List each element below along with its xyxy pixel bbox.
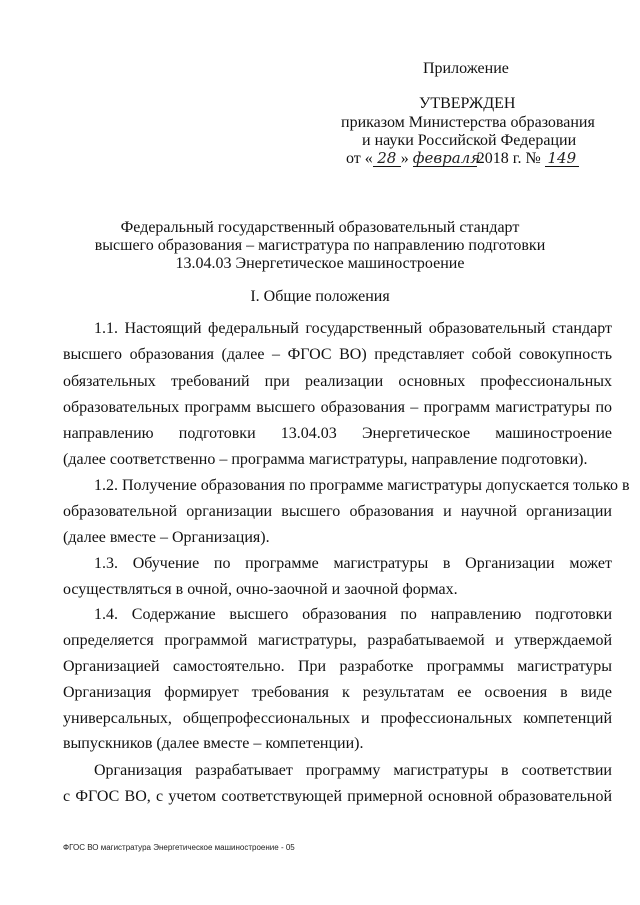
body-line: обязательных требований при реализации основных профессиональных [63,373,612,390]
body-line: (далее соответственно – программа магистратуры, направление подготовки). [63,451,588,468]
page-footer: ФГОС ВО магистратура Энергетическое машиностроение - 05 [63,843,295,852]
section-title: I. Общие положения [250,288,390,305]
body-line: образовательной организации высшего образования и научной организации [63,503,612,520]
body-line: осуществляться в очной, очно-заочной и заочной формах. [63,581,458,598]
appendix-label: Приложение [423,60,509,77]
body-line: 1.4. Содержание высшего образования по направлению подготовки [94,606,612,623]
order-line-2: и науки Российской Федерации [362,132,577,149]
doc-title-line-1: Федеральный государственный образовательный стандарт [120,219,520,236]
date-prefix: от « [346,150,373,167]
body-line: с ФГОС ВО, с учетом соответствующей примерной основной образовательной [63,788,612,805]
date-month: февраля [412,149,481,167]
body-line: Организация разрабатывает программу магистратуры в соответствии [94,762,612,779]
date-sep: » [400,150,409,167]
body-line: 1.3. Обучение по программе магистратуры в Организации может [94,555,612,572]
date-day: 28 [373,150,401,167]
doc-title-line-3: 13.04.03 Энергетическое машиностроение [175,255,465,272]
body-line: (далее вместе – Организация). [63,529,270,546]
body-line: выпускников (далее вместе – компетенции). [63,735,364,752]
approved-label: УТВЕРЖДЕН [419,95,516,112]
order-line-1: приказом Министерства образования [341,114,595,131]
body-line: образовательных программ высшего образования – программ магистратуры по [63,399,612,416]
body-line: 1.2. Получение образования по программе магистратуры допускается только в [94,477,630,494]
body-line: направлению подготовки 13.04.03 Энергетическое машиностроение [63,425,612,442]
body-line: универсальных, общепрофессиональных и профессиональных компетенций [63,710,612,727]
body-line: Организация формирует требования к результатам ее освоения в виде [63,684,612,701]
date-year: 2018 г. № [476,150,541,167]
doc-title-line-2: высшего образования – магистратура по направлению подготовки [94,237,546,254]
body-line: определяется программой магистратуры, разрабатываемой и утверждаемой [63,632,612,649]
body-line: Организацией самостоятельно. При разработке программы магистратуры [63,658,612,675]
order-date-line [346,150,579,168]
body-line: 1.1. Настоящий федеральный государственный образовательный стандарт [94,320,612,337]
body-line: высшего образования (далее – ФГОС ВО) представляет собой совокупность [63,346,612,363]
order-number: 149 [545,150,579,167]
